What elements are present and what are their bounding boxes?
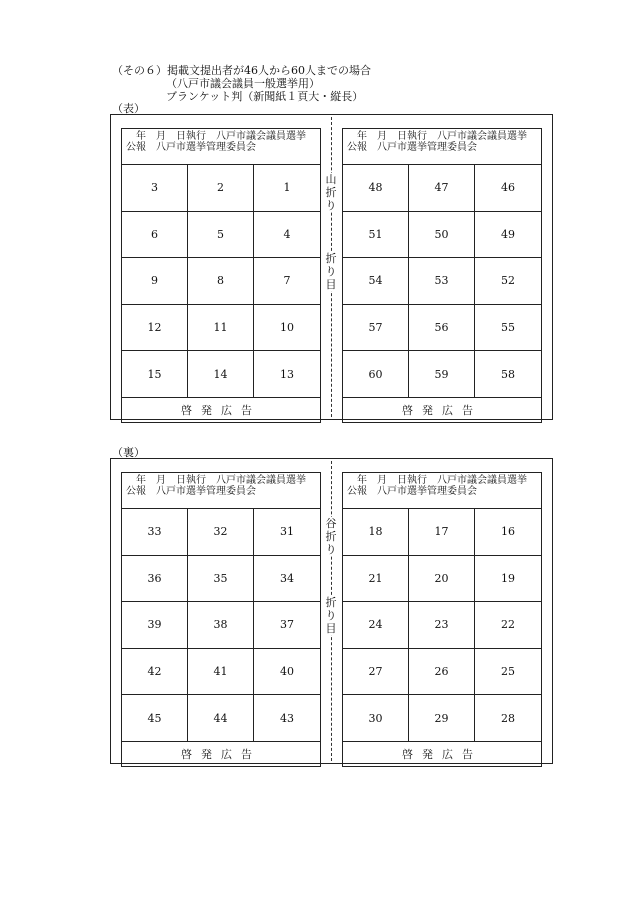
candidate-number-cell: 53 bbox=[409, 258, 475, 305]
candidate-number-cell: 14 bbox=[188, 351, 254, 398]
candidate-number-cell: 43 bbox=[254, 695, 320, 742]
candidate-number-cell: 34 bbox=[254, 556, 320, 603]
candidate-number-cell: 44 bbox=[188, 695, 254, 742]
fold-label-mid bbox=[324, 596, 338, 635]
fold-label-char: 折 bbox=[325, 530, 337, 543]
candidate-number-cell: 57 bbox=[343, 305, 409, 352]
candidate-number-cell: 27 bbox=[343, 649, 409, 696]
candidate-grid bbox=[122, 509, 320, 742]
candidate-number-cell: 5 bbox=[188, 212, 254, 259]
panel-title-line-1: 年 月 日執行 八戸市議会議員選挙 bbox=[126, 475, 306, 486]
candidate-number-cell: 38 bbox=[188, 602, 254, 649]
candidate-number-cell: 54 bbox=[343, 258, 409, 305]
candidate-number-cell: 30 bbox=[343, 695, 409, 742]
panel-footer: 啓発広告 bbox=[402, 403, 482, 417]
back-right-panel bbox=[342, 472, 542, 767]
fold-label-char: り bbox=[325, 265, 337, 278]
candidate-number-cell: 36 bbox=[122, 556, 188, 603]
candidate-number-cell: 35 bbox=[188, 556, 254, 603]
candidate-number-cell: 58 bbox=[475, 351, 541, 398]
panel-title-line-2: 公報 八戸市選挙管理委員会 bbox=[347, 142, 477, 153]
fold-label-char: 折 bbox=[325, 596, 337, 609]
candidate-number-cell: 13 bbox=[254, 351, 320, 398]
fold-label-char: 谷 bbox=[325, 517, 337, 530]
heading-line-3: ブランケット判（新聞紙１頁大・縦長） bbox=[166, 90, 364, 103]
candidate-number-cell: 51 bbox=[343, 212, 409, 259]
candidate-number-cell: 49 bbox=[475, 212, 541, 259]
candidate-number-cell: 3 bbox=[122, 165, 188, 212]
fold-label-char: 折 bbox=[325, 252, 337, 265]
candidate-number-cell: 42 bbox=[122, 649, 188, 696]
candidate-number-cell: 26 bbox=[409, 649, 475, 696]
candidate-number-cell: 4 bbox=[254, 212, 320, 259]
candidate-number-cell: 21 bbox=[343, 556, 409, 603]
panel-title bbox=[343, 473, 541, 509]
candidate-number-cell: 55 bbox=[475, 305, 541, 352]
candidate-number-cell: 28 bbox=[475, 695, 541, 742]
panel-footer: 啓発広告 bbox=[402, 747, 482, 761]
fold-label-char: り bbox=[325, 199, 337, 212]
candidate-number-cell: 60 bbox=[343, 351, 409, 398]
fold-label-char: 目 bbox=[325, 278, 337, 291]
candidate-number-cell: 52 bbox=[475, 258, 541, 305]
candidate-number-cell: 47 bbox=[409, 165, 475, 212]
panel-title-line-1: 年 月 日執行 八戸市議会議員選挙 bbox=[126, 131, 306, 142]
candidate-number-cell: 16 bbox=[475, 509, 541, 556]
back-label: （裏） bbox=[112, 446, 145, 459]
panel-title-line-2: 公報 八戸市選挙管理委員会 bbox=[126, 486, 256, 497]
candidate-grid bbox=[122, 165, 320, 398]
candidate-number-cell: 45 bbox=[122, 695, 188, 742]
candidate-number-cell: 29 bbox=[409, 695, 475, 742]
candidate-number-cell: 19 bbox=[475, 556, 541, 603]
front-sheet bbox=[110, 114, 553, 420]
panel-footer: 啓発広告 bbox=[181, 403, 261, 417]
back-left-panel bbox=[121, 472, 321, 767]
candidate-number-cell: 24 bbox=[343, 602, 409, 649]
candidate-number-cell: 37 bbox=[254, 602, 320, 649]
fold-label-top bbox=[324, 173, 338, 212]
candidate-number-cell: 39 bbox=[122, 602, 188, 649]
heading-line-1: （その６）掲載文提出者が46人から60人までの場合 bbox=[112, 64, 371, 77]
candidate-number-cell: 33 bbox=[122, 509, 188, 556]
fold-label-top bbox=[324, 517, 338, 556]
front-left-panel bbox=[121, 128, 321, 423]
fold-label-char: 折 bbox=[325, 186, 337, 199]
panel-title-line-1: 年 月 日執行 八戸市議会議員選挙 bbox=[347, 475, 527, 486]
candidate-number-cell: 10 bbox=[254, 305, 320, 352]
candidate-number-cell: 8 bbox=[188, 258, 254, 305]
candidate-number-cell: 1 bbox=[254, 165, 320, 212]
candidate-number-cell: 59 bbox=[409, 351, 475, 398]
front-right-panel bbox=[342, 128, 542, 423]
candidate-number-cell: 2 bbox=[188, 165, 254, 212]
candidate-number-cell: 22 bbox=[475, 602, 541, 649]
candidate-number-cell: 40 bbox=[254, 649, 320, 696]
panel-title-line-1: 年 月 日執行 八戸市議会議員選挙 bbox=[347, 131, 527, 142]
candidate-number-cell: 41 bbox=[188, 649, 254, 696]
panel-title-line-2: 公報 八戸市選挙管理委員会 bbox=[126, 142, 256, 153]
panel-title bbox=[122, 129, 320, 165]
candidate-grid bbox=[343, 165, 541, 398]
candidate-number-cell: 17 bbox=[409, 509, 475, 556]
panel-footer: 啓発広告 bbox=[181, 747, 261, 761]
candidate-number-cell: 6 bbox=[122, 212, 188, 259]
candidate-number-cell: 18 bbox=[343, 509, 409, 556]
candidate-number-cell: 11 bbox=[188, 305, 254, 352]
candidate-number-cell: 12 bbox=[122, 305, 188, 352]
candidate-grid bbox=[343, 509, 541, 742]
fold-label-char: 目 bbox=[325, 622, 337, 635]
candidate-number-cell: 7 bbox=[254, 258, 320, 305]
fold-label-mid bbox=[324, 252, 338, 291]
candidate-number-cell: 56 bbox=[409, 305, 475, 352]
fold-label-char: り bbox=[325, 609, 337, 622]
candidate-number-cell: 9 bbox=[122, 258, 188, 305]
fold-label-char: り bbox=[325, 543, 337, 556]
candidate-number-cell: 46 bbox=[475, 165, 541, 212]
candidate-number-cell: 15 bbox=[122, 351, 188, 398]
candidate-number-cell: 20 bbox=[409, 556, 475, 603]
front-label: （表） bbox=[112, 102, 145, 115]
fold-label-char: 山 bbox=[325, 173, 337, 186]
panel-title bbox=[122, 473, 320, 509]
panel-title-line-2: 公報 八戸市選挙管理委員会 bbox=[347, 486, 477, 497]
heading-line-2: （八戸市議会議員一般選挙用） bbox=[166, 77, 320, 90]
candidate-number-cell: 31 bbox=[254, 509, 320, 556]
candidate-number-cell: 48 bbox=[343, 165, 409, 212]
candidate-number-cell: 50 bbox=[409, 212, 475, 259]
candidate-number-cell: 23 bbox=[409, 602, 475, 649]
panel-title bbox=[343, 129, 541, 165]
candidate-number-cell: 32 bbox=[188, 509, 254, 556]
candidate-number-cell: 25 bbox=[475, 649, 541, 696]
back-sheet bbox=[110, 458, 553, 764]
